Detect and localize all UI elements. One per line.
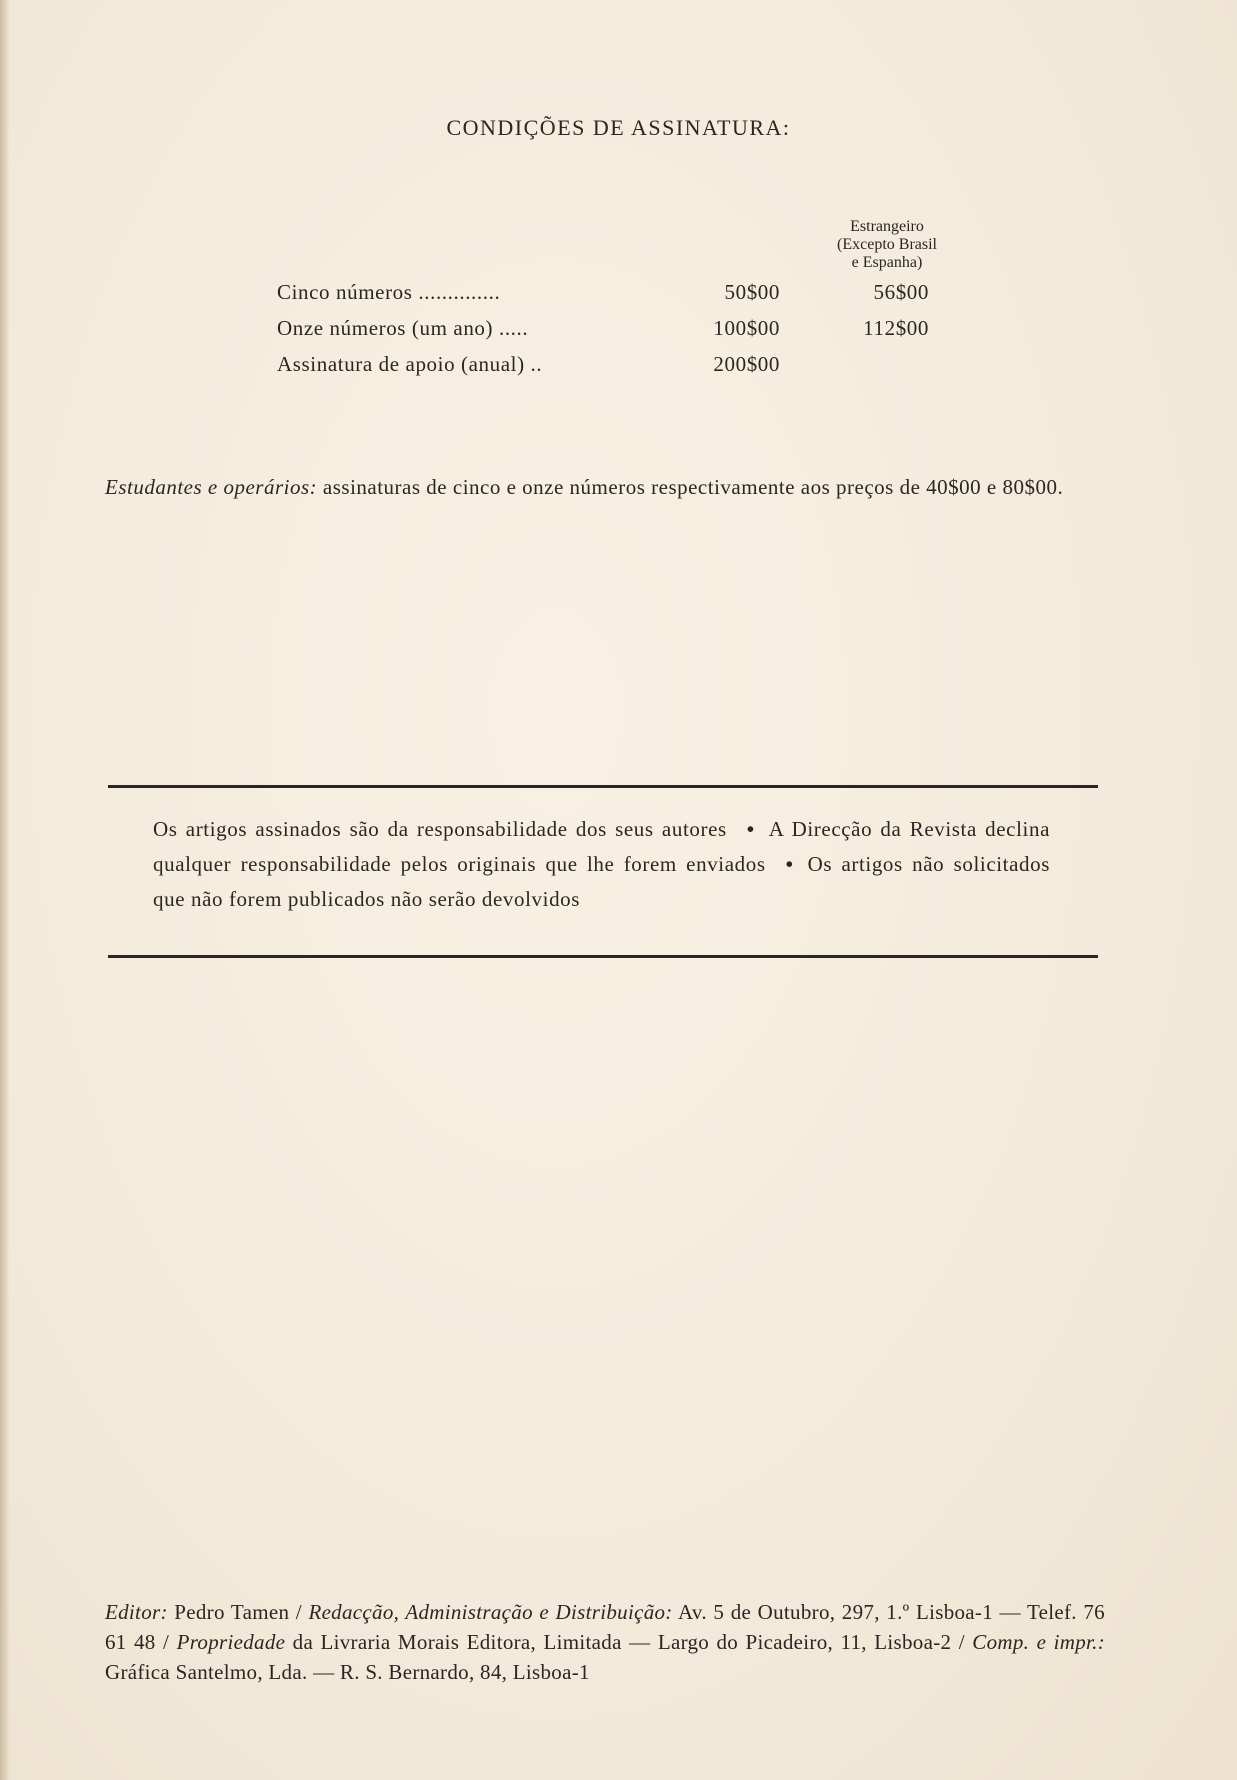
notice-text: A Direcção da Revista declina qualquer responsabilidade pelos originais que lhe forem enviados [153,817,1050,876]
rate-label: Cinco números .............. [277,280,501,304]
paper-edge [0,0,10,1780]
rate-label: Onze números (um ano) ..... [277,316,529,340]
colophon-text: da Livraria Morais Editora, Limitada — Largo do Picadeiro, 11, Lisboa-2 / [285,1630,973,1654]
colophon [105,1597,1105,1687]
rate-row [277,352,977,386]
students-lead: Estudantes e operários: [105,475,318,499]
domestic-price: 50$00 [724,280,780,304]
colophon-text: Pedro Tamen / [167,1600,309,1624]
divider-top [108,785,1098,788]
colophon-label: Comp. e impr.: [972,1630,1106,1654]
domestic-price: 200$00 [713,352,780,376]
bullet: • [785,852,794,876]
divider-bottom [108,955,1098,958]
notice-text: Os artigos não solicitados que não forem publicados não serão devolvidos [153,852,1050,911]
colophon-label: Propriedade [176,1630,286,1654]
foreign-rate-header [812,218,962,272]
foreign-price: 56$00 [873,280,929,304]
colophon-text: Gráfica Santelmo, Lda. — R. S. Bernardo, 84, Lisboa-1 [105,1660,590,1684]
notice-text: Os artigos assinados são da responsabilidade dos seus autores [153,817,727,841]
colophon-text: Av. 5 de Outubro, 297, 1.º Lisboa-1 — Telef. 76 61 48 / [105,1600,1105,1654]
foreign-price: 112$00 [863,316,929,340]
page-title: CONDIÇÕES DE ASSINATURA: [446,115,791,140]
foreign-header-line: e Espanha) [851,254,923,271]
students-text: assinaturas de cinco e onze números respectivamente aos preços de 40$00 e 80$00. [317,475,1064,499]
rate-row [277,316,977,350]
rate-label: Assinatura de apoio (anual) .. [277,352,543,376]
foreign-header-line: Estrangeiro [850,218,924,235]
students-note [105,470,1105,504]
foreign-header-line: (Excepto Brasil [837,236,937,253]
colophon-label: Redacção, Administração e Distribuição: [308,1600,673,1624]
rate-row [277,280,977,314]
domestic-price: 100$00 [713,316,780,340]
bullet: • [746,817,755,841]
colophon-label: Editor: [105,1600,168,1624]
responsibility-notice [153,812,1050,917]
